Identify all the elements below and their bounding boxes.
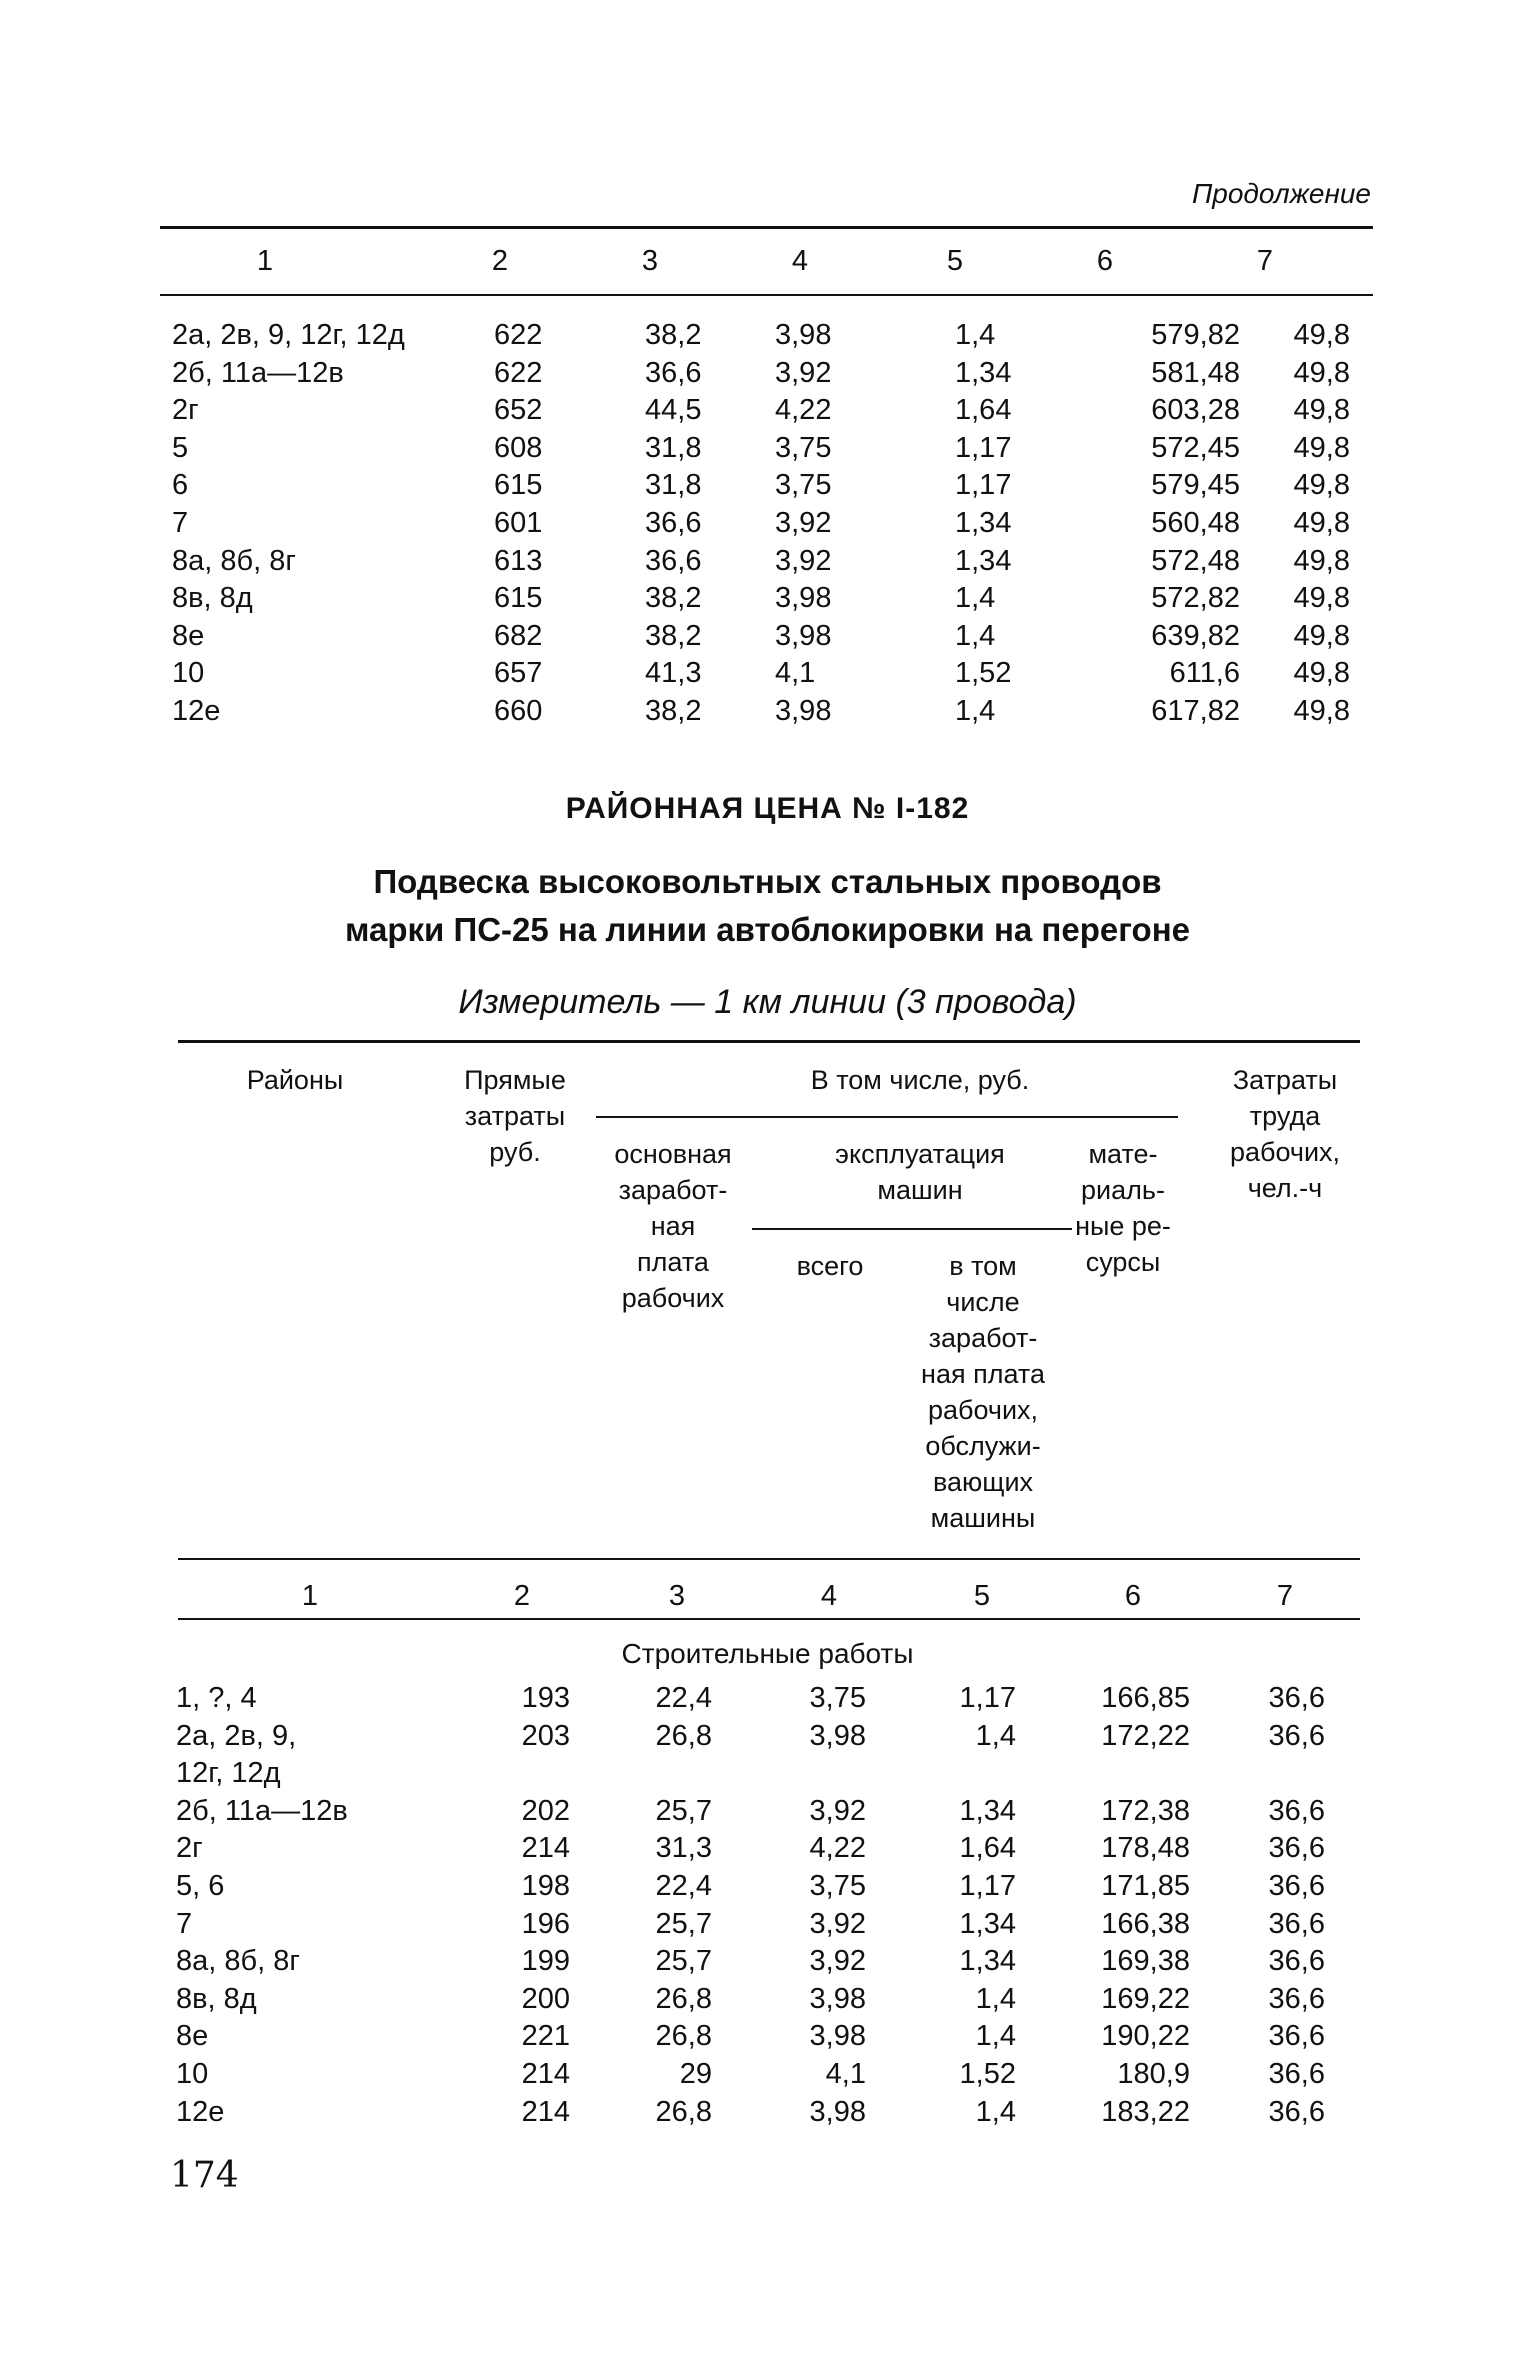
value-cell: 639,82	[1151, 619, 1240, 652]
value-cell: 36,6	[1268, 1794, 1325, 1827]
value-cell: 22,4	[655, 1682, 712, 1714]
column-number: 6	[1096, 245, 1114, 277]
value-cell: 25,7	[655, 1945, 712, 1978]
region-cell: 2б, 11а—12в	[176, 1794, 348, 1827]
header-regions: Районы	[246, 1065, 344, 1095]
header-line: труда	[1249, 1101, 1321, 1131]
value-cell: 221	[521, 2020, 570, 2053]
value-cell: 36,6	[1268, 1907, 1325, 1940]
header-line: заработ-	[928, 1323, 1038, 1353]
header-line: затраты	[464, 1101, 566, 1131]
value-cell: 572,48	[1151, 544, 1240, 577]
value-cell: 622	[494, 356, 543, 389]
header-line: Прямые	[464, 1065, 566, 1095]
value-cell: 178,48	[1101, 1832, 1190, 1865]
value-cell: 214	[521, 2095, 570, 2128]
value-cell: 1,52	[959, 2058, 1016, 2090]
value-cell: 1,4	[955, 619, 996, 652]
value-cell: 1,34	[955, 356, 1012, 389]
value-cell: 49,8	[1293, 657, 1350, 690]
header-line: машин	[877, 1175, 963, 1205]
value-cell: 214	[521, 2058, 570, 2090]
value-cell: 1,4	[975, 2095, 1016, 2128]
column-number: 1	[301, 1580, 319, 1612]
value-cell: 3,98	[775, 619, 832, 652]
value-cell: 3,75	[809, 1682, 866, 1714]
value-cell: 3,92	[809, 1907, 866, 1940]
value-cell: 3,98	[775, 695, 832, 727]
region-cell: 1, ?, 4	[176, 1682, 257, 1714]
value-cell: 31,8	[645, 431, 702, 464]
column-number: 4	[791, 245, 809, 277]
value-cell: 611,6	[1169, 657, 1240, 690]
top-table-rule-header	[160, 294, 1373, 296]
value-cell: 3,98	[775, 319, 832, 351]
value-cell: 3,98	[809, 2020, 866, 2053]
value-cell: 26,8	[655, 1982, 712, 2015]
column-number: 5	[973, 1580, 991, 1612]
value-cell: 193	[521, 1682, 570, 1714]
column-number: 7	[1256, 245, 1274, 277]
column-number: 4	[820, 1580, 838, 1612]
value-cell: 49,8	[1293, 507, 1350, 539]
value-cell: 25,7	[655, 1794, 712, 1827]
value-cell: 579,45	[1151, 469, 1240, 502]
value-cell: 615	[494, 469, 543, 502]
value-cell: 36,6	[1268, 1945, 1325, 1978]
column-number: 5	[946, 245, 964, 277]
value-cell: 44,5	[645, 394, 702, 427]
value-cell: 1,34	[955, 507, 1012, 539]
value-cell: 622	[494, 319, 543, 351]
value-cell: 1,4	[955, 695, 996, 727]
section-label: Строительные работы	[621, 1638, 914, 1669]
value-cell: 49,8	[1293, 619, 1350, 652]
value-cell: 657	[494, 657, 543, 690]
value-cell: 3,98	[809, 1982, 866, 2015]
value-cell: 560,48	[1151, 507, 1240, 539]
header-line: ная	[650, 1211, 696, 1241]
header-line: заработ-	[618, 1175, 728, 1205]
region-cell: 10	[176, 2058, 209, 2090]
value-cell: 581,48	[1151, 356, 1240, 389]
value-cell: 4,1	[825, 2058, 866, 2090]
value-cell: 172,38	[1101, 1794, 1190, 1827]
region-cell: 8е	[176, 2020, 209, 2053]
value-cell: 4,22	[775, 394, 832, 427]
header-including: В том числе, руб.	[810, 1065, 1030, 1095]
work-title	[0, 858, 1535, 954]
header-machine-rule	[752, 1228, 1072, 1230]
value-cell: 36,6	[1268, 1870, 1325, 1902]
value-cell: 1,64	[955, 394, 1012, 427]
value-cell: 49,8	[1293, 695, 1350, 727]
value-cell: 38,2	[645, 582, 702, 615]
value-cell: 169,22	[1101, 1982, 1190, 2015]
value-cell: 200	[521, 1982, 570, 2015]
continuation-label: Продолжение	[1191, 178, 1371, 209]
value-cell: 31,8	[645, 469, 702, 502]
column-number: 3	[641, 245, 659, 277]
value-cell: 572,45	[1151, 431, 1240, 464]
header-line: Затраты	[1232, 1065, 1338, 1095]
header-line: мате-	[1088, 1139, 1158, 1169]
header-line: эксплуатация	[835, 1139, 1005, 1169]
value-cell: 36,6	[1268, 1832, 1325, 1865]
header-materials	[1058, 1136, 1188, 1280]
header-machine-operation	[770, 1136, 1070, 1208]
value-cell: 38,2	[645, 695, 702, 727]
region-cell: 8в, 8д	[176, 1982, 257, 2015]
header-line: рабочих	[621, 1283, 725, 1313]
value-cell: 1,17	[955, 469, 1012, 502]
header-line: в том	[949, 1251, 1017, 1281]
header-line: риаль-	[1081, 1175, 1165, 1205]
region-cell: 6	[172, 469, 189, 502]
region-cell: 8а, 8б, 8г	[172, 544, 296, 577]
region-cell: 8е	[172, 619, 205, 652]
region-cell: 8а, 8б, 8г	[176, 1945, 300, 1978]
value-cell: 36,6	[645, 507, 702, 539]
value-cell: 36,6	[1268, 1682, 1325, 1714]
value-cell: 31,3	[655, 1832, 712, 1865]
value-cell: 36,6	[1268, 2020, 1325, 2053]
header-line: руб.	[489, 1137, 541, 1167]
value-cell: 3,75	[775, 431, 832, 464]
column-number: 3	[668, 1580, 686, 1612]
header-line: рабочих,	[927, 1395, 1039, 1425]
bottom-table-rule-numbers	[178, 1618, 1360, 1620]
header-line: сурсы	[1085, 1247, 1161, 1277]
column-number: 2	[491, 245, 509, 277]
value-cell: 49,8	[1293, 431, 1350, 464]
header-machine-total: всего	[796, 1251, 864, 1281]
region-cell: 5	[172, 431, 189, 464]
value-cell: 36,6	[1268, 1982, 1325, 2015]
value-cell: 3,92	[809, 1794, 866, 1827]
value-cell: 49,8	[1293, 544, 1350, 577]
value-cell: 3,98	[809, 1719, 866, 1752]
value-cell: 172,22	[1101, 1719, 1190, 1752]
value-cell: 203	[521, 1719, 570, 1752]
value-cell: 1,52	[955, 657, 1012, 690]
value-cell: 36,6	[645, 544, 702, 577]
header-line: машины	[930, 1503, 1036, 1533]
header-line: рабочих,	[1229, 1137, 1341, 1167]
value-cell: 3,92	[775, 507, 832, 539]
header-line: основная	[614, 1139, 732, 1169]
bottom-table-rule-mid	[178, 1558, 1360, 1560]
header-basic-wage	[588, 1136, 758, 1316]
value-cell: 608	[494, 431, 543, 464]
region-cell: 7	[176, 1907, 193, 1940]
value-cell: 4,1	[775, 657, 816, 690]
value-cell: 3,75	[775, 469, 832, 502]
value-cell: 26,8	[655, 2020, 712, 2053]
value-cell: 38,2	[645, 619, 702, 652]
column-number: 2	[513, 1580, 531, 1612]
region-cell: 10	[172, 657, 205, 690]
column-number: 1	[256, 245, 274, 277]
value-cell: 25,7	[655, 1907, 712, 1940]
value-cell: 169,38	[1101, 1945, 1190, 1978]
value-cell: 26,8	[655, 1719, 712, 1752]
value-cell: 1,4	[975, 2020, 1016, 2053]
value-cell: 1,34	[959, 1907, 1016, 1940]
region-cell: 7	[172, 507, 189, 539]
price-title: РАЙОННАЯ ЦЕНА № I-182	[565, 792, 970, 825]
value-cell: 38,2	[645, 319, 702, 351]
value-cell: 3,98	[775, 582, 832, 615]
value-cell: 1,17	[959, 1870, 1016, 1902]
value-cell: 615	[494, 582, 543, 615]
region-cell: 2а, 2в, 9, 12г, 12д	[172, 319, 405, 351]
header-machine-wage	[898, 1248, 1068, 1536]
value-cell: 603,28	[1151, 394, 1240, 427]
header-including-rule	[596, 1116, 1178, 1118]
value-cell: 601	[494, 507, 543, 539]
value-cell: 198	[521, 1870, 570, 1902]
column-number: 7	[1276, 1580, 1294, 1612]
value-cell: 49,8	[1293, 582, 1350, 615]
value-cell: 49,8	[1293, 469, 1350, 502]
value-cell: 36,6	[1268, 2095, 1325, 2128]
value-cell: 1,64	[959, 1832, 1016, 1865]
value-cell: 214	[521, 1832, 570, 1865]
value-cell: 3,75	[809, 1870, 866, 1902]
value-cell: 196	[521, 1907, 570, 1940]
region-cell: 12е	[176, 2095, 225, 2128]
value-cell: 36,6	[1268, 2058, 1325, 2090]
value-cell: 3,92	[775, 544, 832, 577]
value-cell: 3,92	[775, 356, 832, 389]
page-number: 174	[170, 2155, 239, 2196]
value-cell: 36,6	[645, 356, 702, 389]
value-cell: 1,4	[975, 1719, 1016, 1752]
bottom-table-rule-top	[178, 1040, 1360, 1043]
value-cell: 617,82	[1151, 695, 1240, 727]
value-cell: 579,82	[1151, 319, 1240, 351]
value-cell: 41,3	[645, 657, 702, 690]
column-number: 6	[1124, 1580, 1142, 1612]
value-cell: 199	[521, 1945, 570, 1978]
value-cell: 4,22	[809, 1832, 866, 1865]
work-title-line-2: марки ПС-25 на линии автоблокировки на перегоне	[345, 911, 1190, 948]
value-cell: 3,92	[809, 1945, 866, 1978]
value-cell: 29	[679, 2058, 712, 2090]
value-cell: 1,34	[959, 1945, 1016, 1978]
value-cell: 1,4	[975, 1982, 1016, 2015]
value-cell: 613	[494, 544, 543, 577]
value-cell: 1,17	[955, 431, 1012, 464]
measure-unit: Измеритель — 1 км линии (3 провода)	[458, 983, 1077, 1021]
header-line: чел.-ч	[1247, 1173, 1323, 1203]
region-cell: 2б, 11а—12в	[172, 356, 344, 389]
value-cell: 171,85	[1101, 1870, 1190, 1902]
header-labor	[1210, 1062, 1360, 1206]
value-cell: 1,4	[955, 319, 996, 351]
header-direct-costs	[440, 1062, 590, 1170]
region-cell: 8в, 8д	[172, 582, 253, 615]
region-cell: 5, 6	[176, 1870, 225, 1902]
value-cell: 3,98	[809, 2095, 866, 2128]
value-cell: 166,38	[1101, 1907, 1190, 1940]
value-cell: 652	[494, 394, 543, 427]
region-cell: 2г	[172, 394, 199, 427]
value-cell: 180,9	[1117, 2058, 1190, 2090]
value-cell: 49,8	[1293, 356, 1350, 389]
region-cell: 2а, 2в, 9,	[176, 1719, 297, 1752]
region-cell: 12е	[172, 695, 221, 727]
value-cell: 26,8	[655, 2095, 712, 2128]
top-table-rule-top	[160, 226, 1373, 229]
header-line: плата	[637, 1247, 709, 1277]
value-cell: 202	[521, 1794, 570, 1827]
value-cell: 1,34	[959, 1794, 1016, 1827]
value-cell: 36,6	[1268, 1719, 1325, 1752]
value-cell: 1,17	[959, 1682, 1016, 1714]
header-line: вающих	[932, 1467, 1034, 1497]
value-cell: 572,82	[1151, 582, 1240, 615]
value-cell: 1,4	[955, 582, 996, 615]
work-title-line-1: Подвеска высоковольтных стальных проводов	[373, 863, 1162, 900]
header-line: ные ре-	[1075, 1211, 1171, 1241]
value-cell: 190,22	[1101, 2020, 1190, 2053]
value-cell: 166,85	[1101, 1682, 1190, 1714]
value-cell: 49,8	[1293, 319, 1350, 351]
value-cell: 682	[494, 619, 543, 652]
value-cell: 22,4	[655, 1870, 712, 1902]
header-line: обслужи-	[925, 1431, 1041, 1461]
value-cell: 1,34	[955, 544, 1012, 577]
region-cell: 2г	[176, 1832, 203, 1865]
header-line: ная плата	[921, 1359, 1045, 1389]
region-cell: 12г, 12д	[176, 1757, 281, 1790]
header-line: числе	[946, 1287, 1020, 1317]
value-cell: 183,22	[1101, 2095, 1190, 2128]
value-cell: 49,8	[1293, 394, 1350, 427]
value-cell: 660	[494, 695, 543, 727]
